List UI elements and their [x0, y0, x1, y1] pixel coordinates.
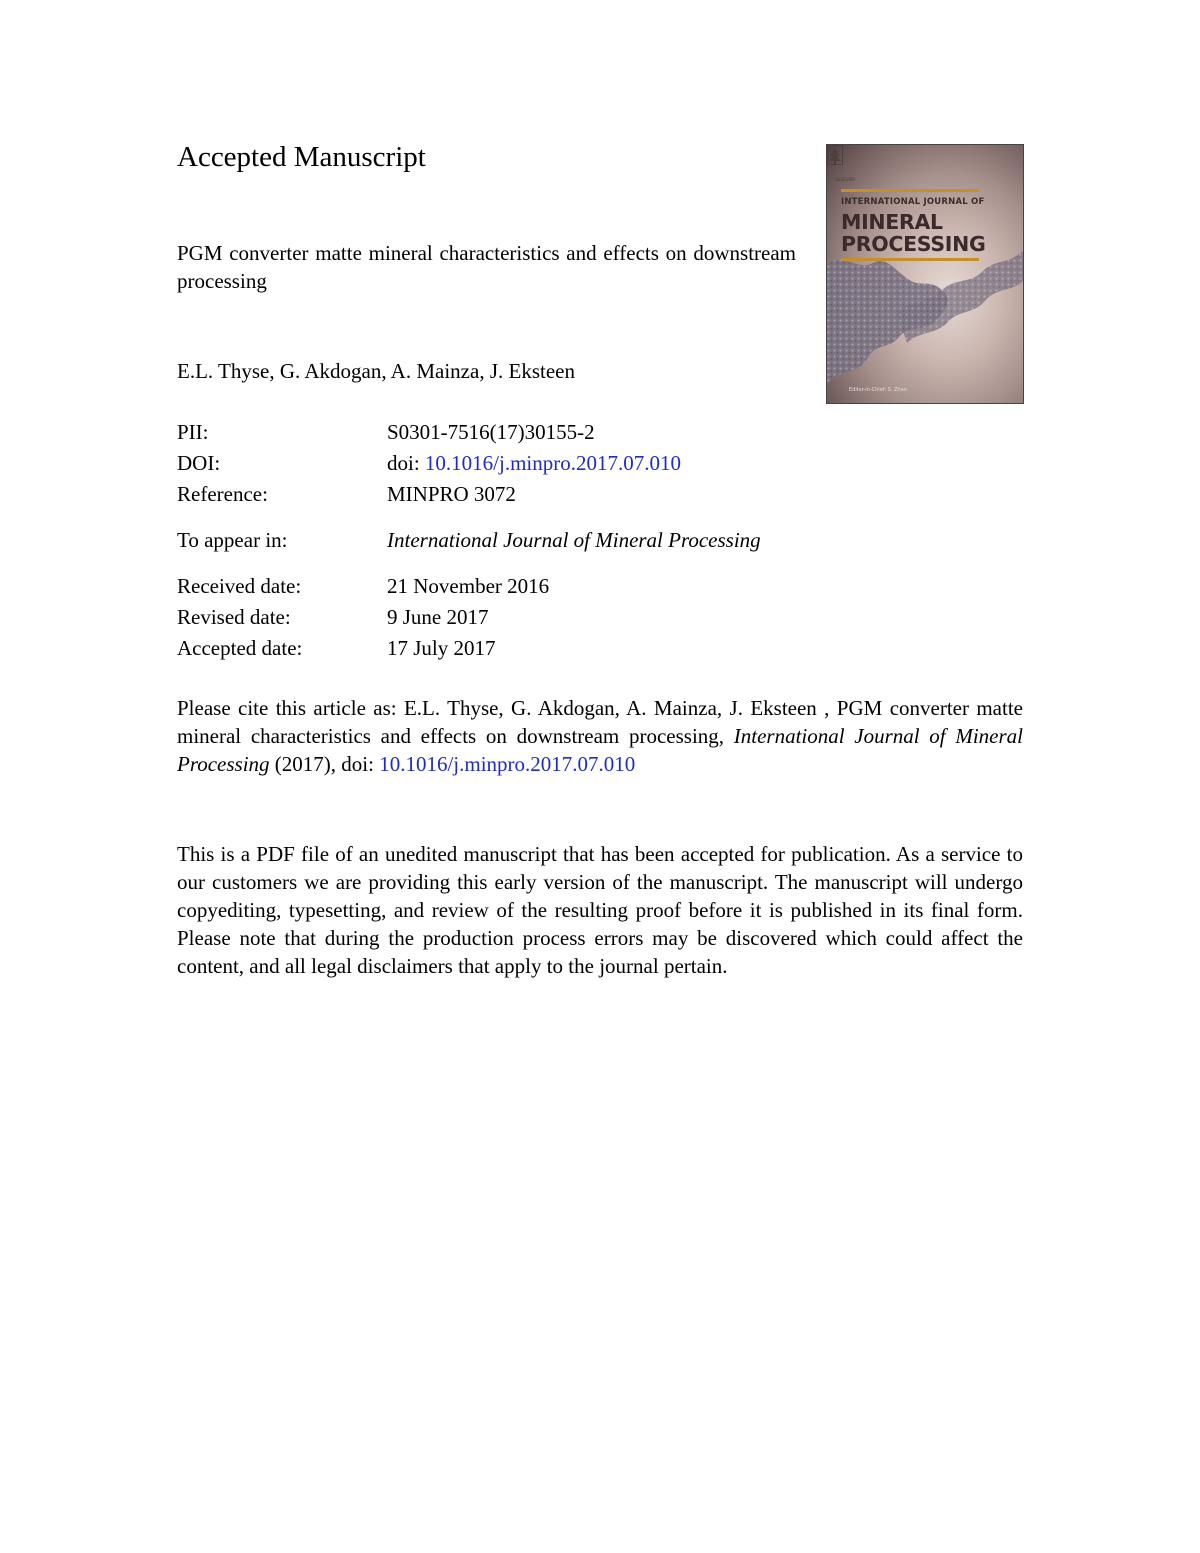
pii-value: S0301-7516(17)30155-2 — [387, 420, 595, 444]
author-list: E.L. Thyse, G. Akdogan, A. Mainza, J. Eksteen — [177, 359, 575, 383]
doi-value — [387, 449, 681, 477]
citation-journal: International Journal of Mineral Processing — [177, 724, 1023, 776]
citation-prefix: Please cite this article as: E.L. Thyse, G. Akdogan, A. Mainza, J. Eksteen , PGM converter matte mineral characteristics and effects on downstream processing, — [177, 696, 1023, 748]
elsevier-tree-icon — [827, 145, 843, 165]
appear-value: International Journal of Mineral Processing — [387, 528, 761, 552]
article-title: PGM converter matte mineral characteristics and effects on downstream processing — [177, 241, 796, 293]
cover-accent-bar-top — [841, 189, 979, 192]
reference-value: MINPRO 3072 — [387, 482, 516, 506]
doi-label: DOI: — [177, 451, 221, 475]
appear-label: To appear in: — [177, 528, 288, 552]
revised-label: Revised date: — [177, 605, 291, 629]
cover-editor-line: Editor-in-Chief: S. Zhan — [849, 387, 907, 393]
doi-prefix: doi: — [387, 451, 420, 475]
doi-link[interactable]: 10.1016/j.minpro.2017.07.010 — [424, 451, 682, 475]
cover-mineral-texture — [827, 145, 1023, 403]
disclaimer-paragraph: This is a PDF file of an unedited manuscript that has been accepted for publication. As a service to our customers we are providing this early version of the manuscript. The manuscript will undergo copyediting, typesetting, and review of the resulting proof before it is published in its final form. Please note that during the production process errors may be discovered which could affect the content, and all legal disclaimers that apply to the journal pertain. — [177, 842, 1023, 978]
publisher-name: ELSEVIER — [836, 177, 856, 182]
cover-journal-line3: PROCESSING — [841, 232, 986, 256]
cover-journal-line1: INTERNATIONAL JOURNAL OF — [841, 197, 985, 207]
pii-label: PII: — [177, 420, 209, 444]
revised-value: 9 June 2017 — [387, 605, 489, 629]
cover-journal-line2: MINERAL — [841, 210, 943, 234]
citation-paragraph — [177, 694, 1023, 778]
citation-year: (2017), doi: — [274, 752, 374, 776]
reference-label: Reference: — [177, 482, 268, 506]
received-value: 21 November 2016 — [387, 574, 550, 598]
cover-accent-bar-bottom — [841, 258, 979, 261]
accepted-value: 17 July 2017 — [387, 636, 496, 660]
page-heading: Accepted Manuscript — [177, 141, 426, 173]
received-label: Received date: — [177, 574, 302, 598]
citation-doi-link[interactable]: 10.1016/j.minpro.2017.07.010 — [379, 752, 636, 776]
journal-cover-image — [826, 144, 1024, 404]
accepted-label: Accepted date: — [177, 636, 303, 660]
